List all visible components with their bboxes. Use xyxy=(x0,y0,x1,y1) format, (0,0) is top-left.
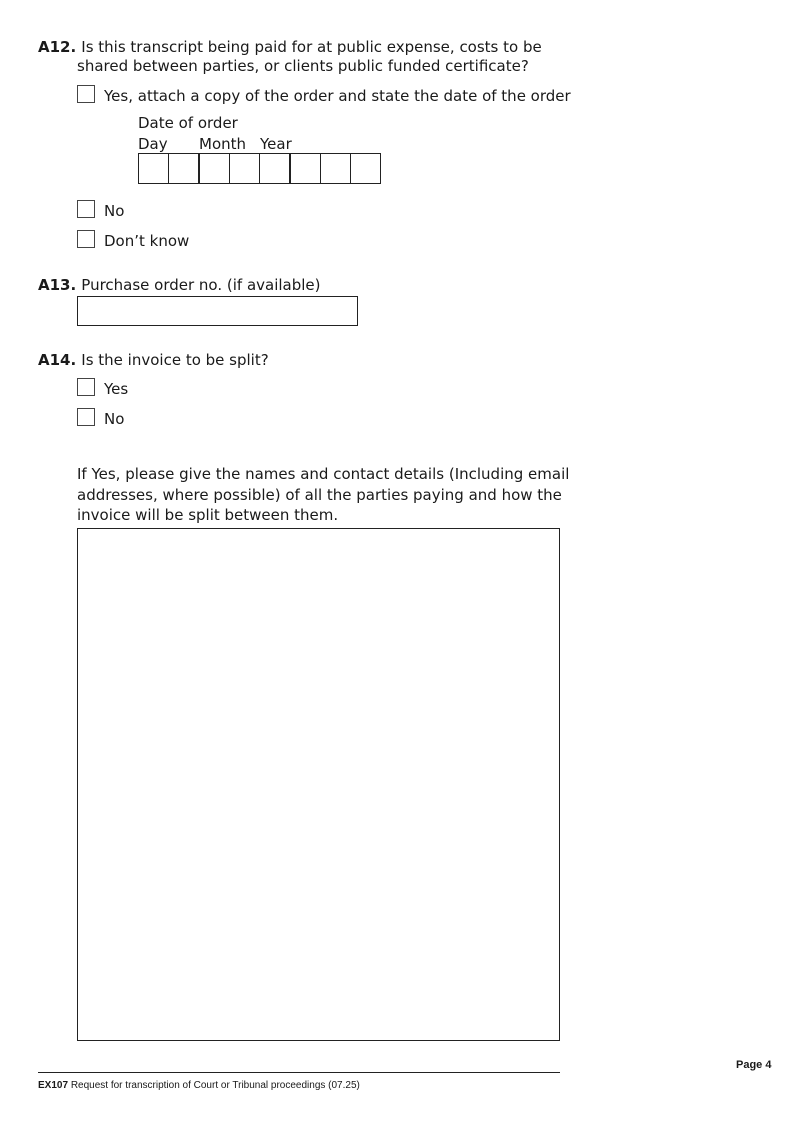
question-a13 xyxy=(38,275,321,294)
date-of-order-label: Date of order xyxy=(138,114,238,132)
question-a13-text: Purchase order no. (if available) xyxy=(81,276,321,294)
year-digit-2[interactable] xyxy=(290,153,321,184)
question-a12-number: A12. xyxy=(38,38,77,56)
question-a12 xyxy=(38,37,542,56)
a12-yes-label: Yes, attach a copy of the order and state the date of the order xyxy=(104,87,571,105)
day-digit-2[interactable] xyxy=(168,153,199,184)
page-number: Page 4 xyxy=(736,1059,772,1071)
month-digit-1[interactable] xyxy=(199,153,230,184)
question-a13-number: A13. xyxy=(38,276,77,294)
question-a14-text: Is the invoice to be split? xyxy=(81,351,269,369)
month-digit-2[interactable] xyxy=(229,153,260,184)
month-label: Month xyxy=(199,135,247,153)
footer-divider xyxy=(38,1072,560,1073)
year-label: Year xyxy=(260,135,292,153)
year-digit-1[interactable] xyxy=(259,153,290,184)
split-details-instruction-line1: If Yes, please give the names and contact details (Including email xyxy=(77,465,570,483)
day-label: Day xyxy=(138,135,168,153)
year-digit-4[interactable] xyxy=(350,153,381,184)
question-a14-number: A14. xyxy=(38,351,77,369)
a12-no-checkbox[interactable] xyxy=(77,200,95,218)
split-details-instruction-line2: addresses, where possible) of all the parties paying and how the xyxy=(77,486,562,504)
question-a12-text-line2: shared between parties, or clients public funded certificate? xyxy=(77,57,529,75)
question-a14 xyxy=(38,350,269,369)
a14-no-checkbox[interactable] xyxy=(77,408,95,426)
a12-dont-know-checkbox[interactable] xyxy=(77,230,95,248)
split-details-textarea[interactable] xyxy=(77,528,560,1041)
footer-text xyxy=(38,1080,360,1091)
footer-form-code: EX107 xyxy=(38,1080,69,1091)
a14-yes-label: Yes xyxy=(104,380,129,398)
question-a12-text-line1: Is this transcript being paid for at public expense, costs to be xyxy=(81,38,542,56)
a14-no-label: No xyxy=(104,410,125,428)
a14-yes-checkbox[interactable] xyxy=(77,378,95,396)
year-digit-3[interactable] xyxy=(320,153,351,184)
day-digit-1[interactable] xyxy=(138,153,169,184)
a12-no-label: No xyxy=(104,202,125,220)
footer-form-title: Request for transcription of Court or Tribunal proceedings (07.25) xyxy=(70,1080,360,1091)
split-details-instruction-line3: invoice will be split between them. xyxy=(77,506,339,524)
purchase-order-input[interactable] xyxy=(77,296,358,326)
a12-yes-checkbox[interactable] xyxy=(77,85,95,103)
a12-dont-know-label: Don’t know xyxy=(104,232,190,250)
